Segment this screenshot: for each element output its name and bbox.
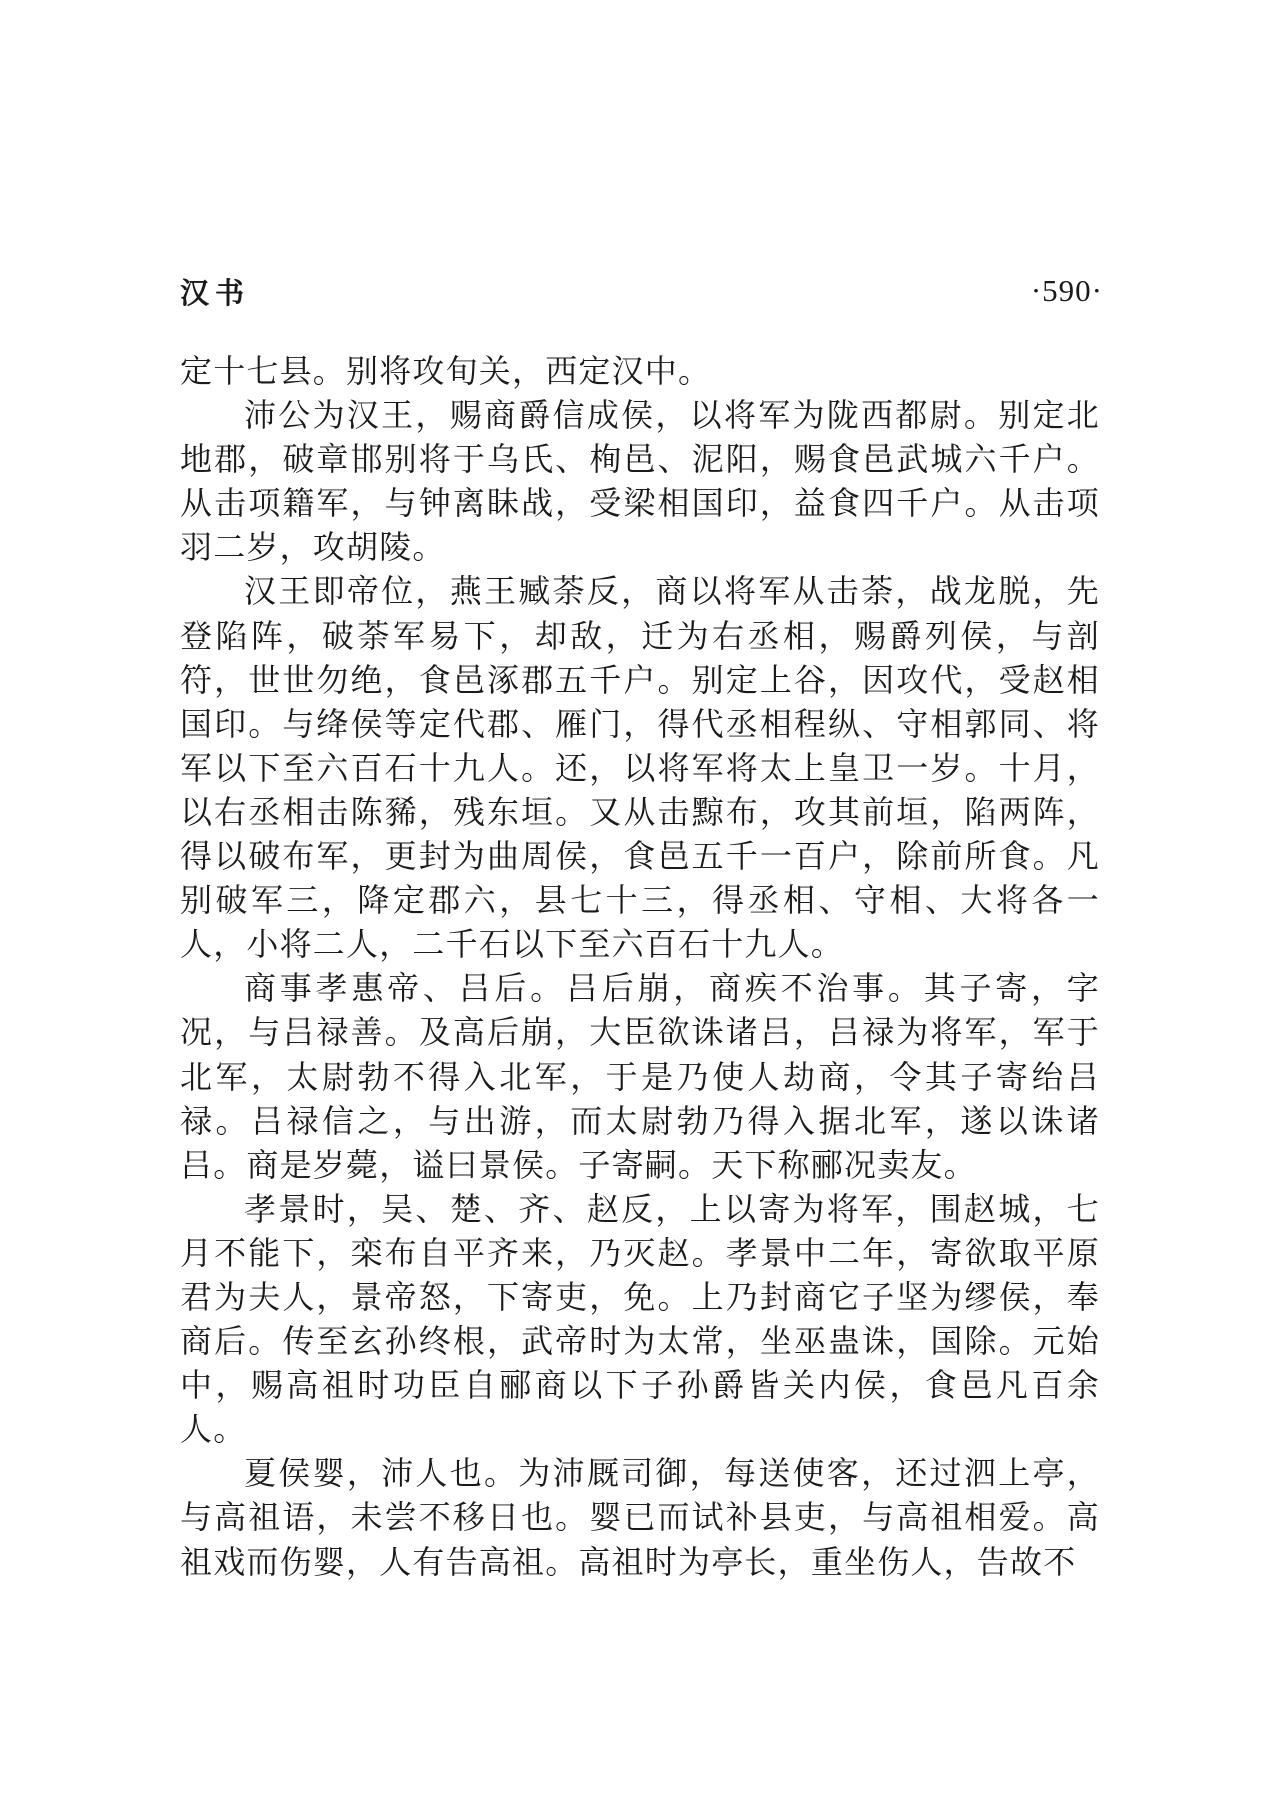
paragraph: 孝景时，吴、楚、齐、赵反，上以寄为将军，围赵城，七月不能下，栾布自平齐来，乃灭赵。孝景中二年，寄欲取平原君为夫人，景帝怒，下寄吏，免。上乃封商它子坚为缪侯，奉商后。传至玄孙终根，武帝时为太常，坐巫蛊诛，国除。元始中，赐高祖时功臣自郦商以下子孙爵皆关内侯，食邑凡百余人。	[180, 1189, 1100, 1449]
paragraph: 定十七县。别将攻旬关，西定汉中。	[180, 352, 712, 390]
paragraph: 夏侯婴，沛人也。为沛厩司御，每送使客，还过泗上亭，与高祖语，未尝不移日也。婴已而试补县吏，与高祖相爱。高祖戏而伤婴，人有告高祖。高祖时为亭长，重坐伤人，告故不	[180, 1454, 1100, 1581]
paragraph: 商事孝惠帝、吕后。吕后崩，商疾不治事。其子寄，字况，与吕禄善。及高后崩，大臣欲诛诸吕，吕禄为将军，军于北军，太尉勃不得入北军，于是乃使人劫商，令其子寄绐吕禄。吕禄信之，与出游，而太尉勃乃得入据北军，遂以诛诸吕。商是岁薨，谥曰景侯。子寄嗣。天下称郦况卖友。	[180, 969, 1100, 1184]
paragraph: 沛公为汉王，赐商爵信成侯，以将军为陇西都尉。别定北地郡，破章邯别将于乌氏、栒邑、泥阳，赐食邑武城六千户。从击项籍军，与钟离眛战，受梁相国印，益食四千户。从击项羽二岁，攻胡陵。	[180, 396, 1100, 567]
paragraph: 汉王即帝位，燕王臧荼反，商以将军从击荼，战龙脱，先登陷阵，破荼军易下，却敌，迁为右丞相，赐爵列侯，与剖符，世世勿绝，食邑涿郡五千户。别定上谷，因攻代，受赵相国印。与绛侯等定代郡、雁门，得代丞相程纵、守相郭同、将军以下至六百石十九人。还，以将军将太上皇卫一岁。十月，以右丞相击陈豨，残东垣。又从击黥布，攻其前垣，陷两阵，得以破布军，更封为曲周侯，食邑五千一百户，除前所食。凡别破军三，降定郡六，县七十三，得丞相、守相、大将各一人，小将二人，二千石以下至六百石十九人。	[180, 572, 1100, 964]
body-text	[180, 349, 1100, 1584]
book-title: 汉书	[180, 275, 251, 310]
page-number: ·590·	[1030, 273, 1103, 308]
page-header	[180, 268, 1103, 314]
